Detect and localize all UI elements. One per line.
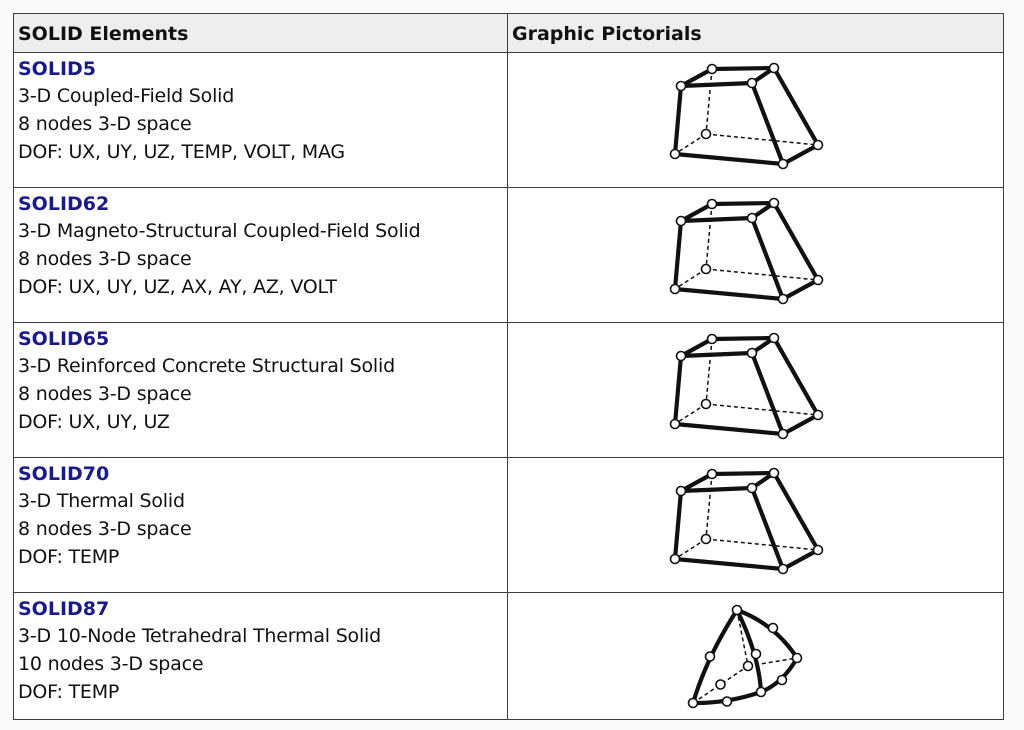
element-node xyxy=(733,606,742,615)
element-node xyxy=(716,680,725,689)
element-description xyxy=(14,593,508,720)
element-node xyxy=(752,650,761,659)
element-nodes: 10 nodes 3-D space xyxy=(18,653,204,675)
element-node xyxy=(770,199,779,208)
element-node xyxy=(708,65,717,74)
element-nodes: 8 nodes 3-D space xyxy=(18,383,192,405)
element-node xyxy=(706,652,715,661)
element-type: 3-D Coupled-Field Solid xyxy=(18,85,235,107)
element-dof: DOF: UX, UY, UZ, AX, AY, AZ, VOLT xyxy=(18,276,337,298)
element-node xyxy=(708,335,717,344)
element-node xyxy=(748,349,757,358)
element-edge xyxy=(752,218,783,299)
element-node xyxy=(702,400,711,409)
element-node xyxy=(770,334,779,343)
element-node xyxy=(671,285,680,294)
element-node xyxy=(793,654,802,663)
hidden-edge xyxy=(675,539,706,559)
element-edge xyxy=(675,221,681,289)
element-edge xyxy=(681,353,752,356)
element-pictorial-cell xyxy=(508,323,1004,458)
element-edge xyxy=(761,658,797,692)
element-node xyxy=(779,430,788,439)
hidden-edge xyxy=(706,269,818,280)
element-edge xyxy=(774,68,818,145)
element-node xyxy=(671,150,680,159)
element-name: SOLID65 xyxy=(18,328,110,350)
element-type: 3-D Reinforced Concrete Structural Solid xyxy=(18,355,395,377)
table-row xyxy=(14,323,1004,458)
element-node xyxy=(708,470,717,479)
element-pictorial-cell xyxy=(508,458,1004,593)
element-edge xyxy=(752,353,783,434)
element-edge xyxy=(681,488,752,491)
hidden-edge xyxy=(706,404,818,415)
element-node xyxy=(748,79,757,88)
element-nodes: 8 nodes 3-D space xyxy=(18,518,192,540)
element-pictorial-cell xyxy=(508,188,1004,323)
hidden-edge xyxy=(706,474,712,539)
element-node xyxy=(779,565,788,574)
table-header-row xyxy=(14,14,1004,53)
element-dof: DOF: UX, UY, UZ xyxy=(18,411,170,433)
element-node xyxy=(677,352,686,361)
element-name: SOLID70 xyxy=(18,463,110,485)
element-edge xyxy=(783,280,818,299)
element-type: 3-D 10-Node Tetrahedral Thermal Solid xyxy=(18,625,381,647)
element-nodes: 8 nodes 3-D space xyxy=(18,248,192,270)
element-description xyxy=(14,458,508,593)
element-edge xyxy=(712,338,774,339)
element-node xyxy=(723,697,732,706)
element-node xyxy=(677,82,686,91)
element-name: SOLID87 xyxy=(18,598,110,620)
hidden-edge xyxy=(706,339,712,404)
element-node xyxy=(702,130,711,139)
element-node xyxy=(814,141,823,150)
element-edge xyxy=(783,550,818,569)
table-row xyxy=(14,458,1004,593)
hidden-edge xyxy=(706,134,818,145)
element-edge xyxy=(675,356,681,424)
element-edge xyxy=(681,83,752,86)
hidden-edge xyxy=(706,539,818,550)
brick-icon xyxy=(508,323,1004,457)
element-pictorial-cell xyxy=(508,53,1004,188)
element-dof: DOF: UX, UY, UZ, TEMP, VOLT, MAG xyxy=(18,141,345,163)
element-edge xyxy=(681,218,752,221)
element-edge xyxy=(712,203,774,204)
table-row xyxy=(14,188,1004,323)
element-node xyxy=(677,487,686,496)
element-edge xyxy=(712,473,774,474)
element-node xyxy=(702,535,711,544)
hidden-edge xyxy=(706,69,712,134)
element-node xyxy=(779,295,788,304)
element-name: SOLID5 xyxy=(18,58,97,80)
element-type: 3-D Magneto-Structural Coupled-Field Solid xyxy=(18,220,421,242)
element-edge xyxy=(675,289,783,299)
element-edge xyxy=(675,154,783,164)
header-solid-elements: SOLID Elements xyxy=(14,14,508,53)
element-node xyxy=(748,214,757,223)
element-edge xyxy=(783,145,818,164)
element-edge xyxy=(774,203,818,280)
element-node xyxy=(671,555,680,564)
element-edge xyxy=(675,491,681,559)
element-edge xyxy=(783,415,818,434)
element-node xyxy=(748,484,757,493)
element-node xyxy=(702,265,711,274)
tetrahedron-icon xyxy=(508,593,1004,719)
element-edge xyxy=(712,68,774,69)
table-row xyxy=(14,593,1004,720)
brick-icon xyxy=(508,458,1004,592)
element-node xyxy=(744,662,753,671)
element-node xyxy=(814,546,823,555)
element-description xyxy=(14,53,508,188)
table-row xyxy=(14,53,1004,188)
element-node xyxy=(778,676,787,685)
element-node xyxy=(708,200,717,209)
element-dof: DOF: TEMP xyxy=(18,681,120,703)
element-dof: DOF: TEMP xyxy=(18,546,120,568)
element-name: SOLID62 xyxy=(18,193,110,215)
element-node xyxy=(770,469,779,478)
element-description xyxy=(14,323,508,458)
hidden-edge xyxy=(675,134,706,154)
element-node xyxy=(779,160,788,169)
element-node xyxy=(814,411,823,420)
brick-icon xyxy=(508,188,1004,322)
element-edge xyxy=(752,83,783,164)
element-edge xyxy=(675,86,681,154)
element-type: 3-D Thermal Solid xyxy=(18,490,185,512)
element-node xyxy=(671,420,680,429)
element-pictorial-cell xyxy=(508,593,1004,720)
header-graphic-pictorials: Graphic Pictorials xyxy=(508,14,1004,53)
hidden-edge xyxy=(675,269,706,289)
element-node xyxy=(757,688,766,697)
brick-icon xyxy=(508,53,1004,187)
element-node xyxy=(689,699,698,708)
element-edge xyxy=(752,488,783,569)
solid-elements-table xyxy=(13,13,1004,720)
element-node xyxy=(814,276,823,285)
element-description xyxy=(14,188,508,323)
element-edge xyxy=(675,424,783,434)
element-node xyxy=(677,217,686,226)
element-nodes: 8 nodes 3-D space xyxy=(18,113,192,135)
hidden-edge xyxy=(675,404,706,424)
element-node xyxy=(770,64,779,73)
hidden-edge xyxy=(706,204,712,269)
element-node xyxy=(769,624,778,633)
element-edge xyxy=(774,338,818,415)
element-edge xyxy=(675,559,783,569)
element-edge xyxy=(774,473,818,550)
